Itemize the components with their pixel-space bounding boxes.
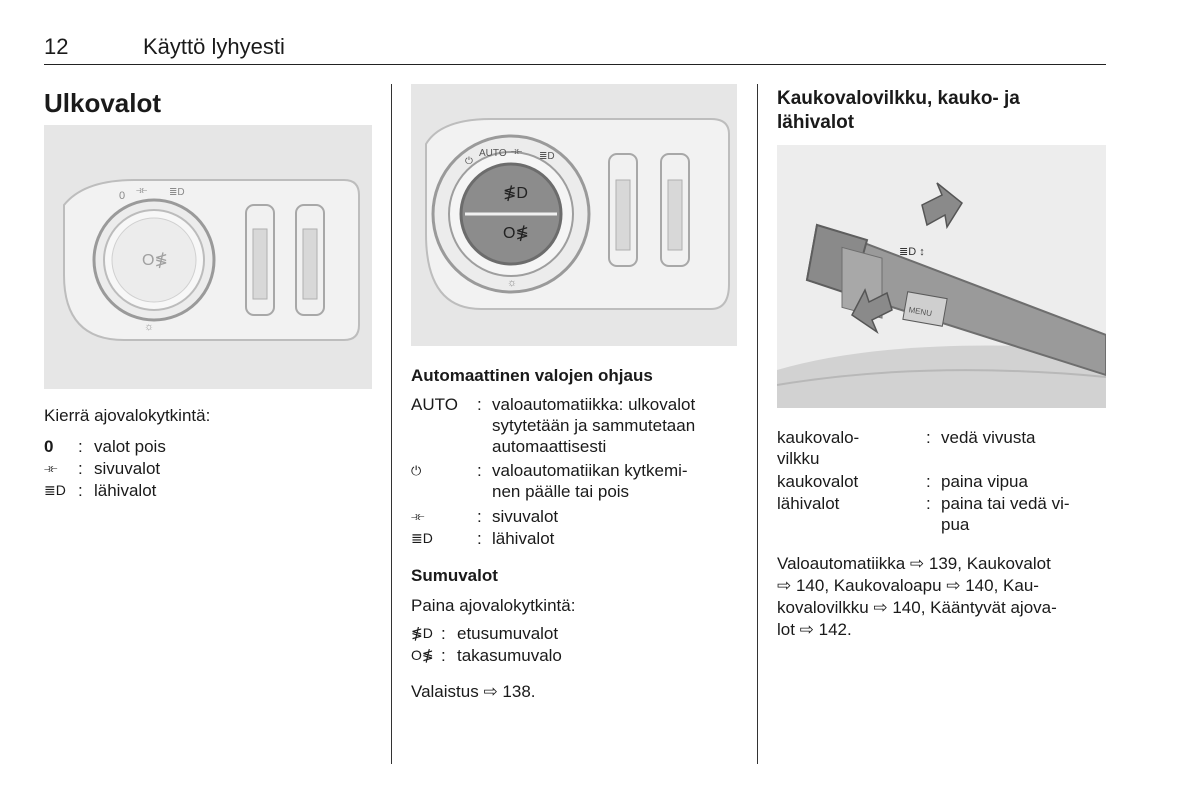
- item-text-line: automaattisesti: [492, 437, 607, 456]
- item-text-line: pua: [941, 515, 970, 534]
- list-item: [44, 458, 374, 479]
- item-text: lähivalot: [94, 481, 157, 500]
- svg-text:≣D ↕: ≣D ↕: [899, 246, 925, 258]
- fog-intro: Paina ajovalokytkintä:: [411, 596, 576, 615]
- reference-line: ⇨ 140, Kaukovaloapu ⇨ 140, Kau-: [777, 576, 1039, 595]
- item-text-line: valoautomatiikka: ulkovalot: [492, 395, 696, 414]
- list-item: [44, 480, 374, 501]
- separator: :: [926, 494, 931, 513]
- item-text: takasumuvalo: [457, 646, 562, 665]
- svg-text:⥽⥼: ⥽⥼: [511, 146, 523, 157]
- separator: :: [477, 529, 482, 548]
- low-beam-symbol: ≣D: [44, 482, 66, 498]
- side-lights-symbol: ⥽⥼: [411, 509, 425, 523]
- low-beam-symbol: ≣D: [411, 530, 433, 546]
- separator: :: [78, 481, 83, 500]
- reference-line: Valoautomatiikka ⇨ 139, Kaukovalot: [777, 554, 1051, 573]
- item-text-line: valoautomatiikan kytkemi-: [492, 461, 688, 480]
- separator: :: [441, 624, 446, 643]
- svg-text:≸D: ≸D: [503, 185, 528, 202]
- item-term-line: vilkku: [777, 449, 820, 468]
- item-text-line: sytytetään ja sammutetaan: [492, 416, 696, 435]
- auto-section-title: Automaattinen valojen ohjaus: [411, 366, 653, 385]
- figure-menu-label: MENU: [907, 305, 933, 319]
- svg-text:☼: ☼: [144, 321, 155, 333]
- item-text-line: nen päälle tai pois: [492, 482, 630, 501]
- lighting-reference: Valaistus ⇨ 138.: [411, 682, 536, 701]
- column-divider-left: [391, 84, 392, 764]
- item-text-line: vedä vivusta: [941, 428, 1036, 447]
- svg-text:≣D: ≣D: [539, 151, 555, 162]
- separator: :: [477, 461, 482, 480]
- separator: :: [78, 459, 83, 478]
- figure-auto-label: AUTO: [479, 148, 507, 159]
- svg-text:O≸: O≸: [142, 252, 168, 269]
- item-term-line: kaukovalo-: [777, 428, 860, 447]
- rear-fog-symbol: O≸: [411, 647, 434, 663]
- right-title-line-2: lähivalot: [777, 112, 855, 133]
- list-item: [411, 506, 741, 527]
- item-text: etusumuvalot: [457, 624, 559, 643]
- auto-light-switch-illustration: [411, 84, 737, 346]
- light-switch-illustration: [44, 125, 372, 389]
- svg-text:⏻: ⏻: [465, 156, 473, 167]
- separator: :: [926, 428, 931, 447]
- svg-text:☼: ☼: [507, 277, 518, 289]
- light-switch-figure: [44, 125, 372, 389]
- fog-section-title: Sumuvalot: [411, 566, 498, 585]
- separator: :: [477, 507, 482, 526]
- list-item: [411, 394, 741, 457]
- svg-text:O≸: O≸: [503, 225, 529, 242]
- section-title: Käyttö lyhyesti: [143, 34, 285, 59]
- item-text-line: lähivalot: [492, 529, 555, 548]
- item-text: valot pois: [94, 437, 166, 456]
- list-item: [44, 436, 374, 457]
- auto-light-switch-figure: [411, 84, 737, 346]
- list-item: [777, 493, 1107, 535]
- left-intro: Kierrä ajovalokytkintä:: [44, 406, 211, 425]
- item-term-line: lähivalot: [777, 494, 840, 513]
- list-item: [411, 645, 741, 666]
- separator: :: [477, 395, 482, 414]
- item-text-line: sivuvalot: [492, 507, 559, 526]
- separator: :: [926, 472, 931, 491]
- indicator-stalk-figure: [777, 145, 1106, 408]
- front-fog-symbol: ≸D: [411, 625, 433, 641]
- separator: :: [78, 437, 83, 456]
- auto-symbol: AUTO: [411, 395, 458, 414]
- item-text-line: paina vipua: [941, 472, 1028, 491]
- header-rule: [44, 64, 1106, 65]
- svg-text:⥽⥼: ⥽⥼: [136, 185, 148, 196]
- item-text: sivuvalot: [94, 459, 161, 478]
- svg-text:0: 0: [119, 190, 126, 202]
- list-item: [411, 623, 741, 644]
- list-item: [411, 528, 741, 549]
- power-icon: ⏻: [411, 463, 422, 478]
- column-divider-right: [757, 84, 758, 764]
- right-title-line-1: Kaukovalovilkku, kauko- ja: [777, 88, 1020, 109]
- page-number: 12: [44, 34, 69, 59]
- side-lights-symbol: ⥽⥼: [44, 461, 58, 475]
- list-item: [777, 471, 1107, 492]
- reference-line: lot ⇨ 142.: [777, 620, 852, 639]
- svg-text:≣D: ≣D: [169, 187, 185, 198]
- reference-line: kovalovilkku ⇨ 140, Kääntyvät ajova-: [777, 598, 1057, 617]
- indicator-stalk-illustration: [777, 145, 1106, 408]
- item-text-line: paina tai vedä vi-: [941, 494, 1070, 513]
- light-off-symbol: 0: [44, 437, 54, 456]
- item-term-line: kaukovalot: [777, 472, 859, 491]
- list-item: [411, 460, 741, 502]
- list-item: [777, 427, 1107, 469]
- separator: :: [441, 646, 446, 665]
- left-title: Ulkovalot: [44, 88, 162, 118]
